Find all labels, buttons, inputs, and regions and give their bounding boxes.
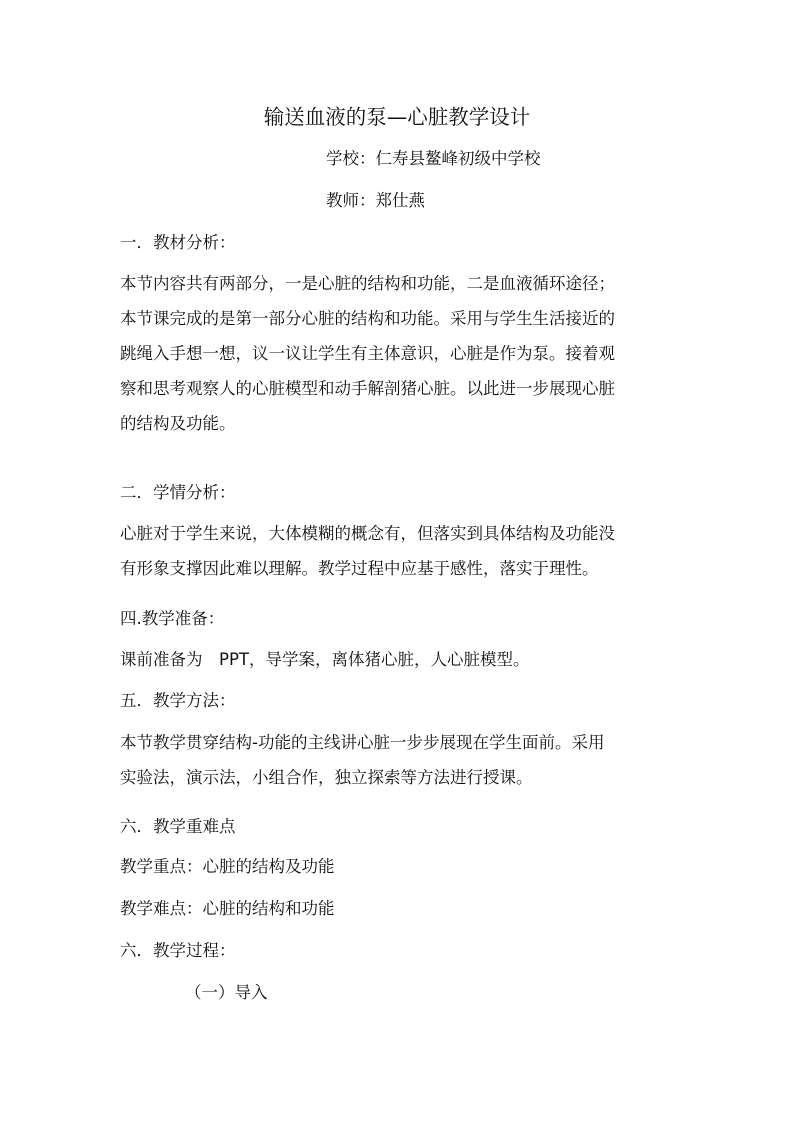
student-analysis-paragraph xyxy=(120,523,680,593)
section-heading-textbook-analysis: 一．教材分析： xyxy=(120,233,236,252)
preparation-line: 课前准备为 PPT，导学案，离体猪心脏，人心脏模型。 xyxy=(120,650,530,669)
section-heading-methods: 五．教学方法： xyxy=(120,691,236,710)
paragraph-line: 实验法，演示法，小组合作，独立探索等方法进行授课。 xyxy=(120,768,533,787)
paragraph-line: 跳绳入手想一想，议一议让学生有主体意识，心脏是作为泵。接着观 xyxy=(120,344,615,363)
methods-paragraph xyxy=(120,732,680,802)
paragraph-line: 本节课完成的是第一部分心脏的结构和功能。采用与学生生活接近的 xyxy=(120,309,615,328)
document-title: 输送血液的泵—心脏教学设计 xyxy=(263,105,531,129)
section-heading-student-analysis: 二．学情分析： xyxy=(120,483,236,502)
textbook-analysis-paragraph xyxy=(120,273,680,448)
teacher-line: 教师：郑仕燕 xyxy=(326,191,425,210)
paragraph-line: 本节内容共有两部分，一是心脏的结构和功能，二是血液循环途径； xyxy=(120,274,615,293)
paragraph-line: 察和思考观察人的心脏模型和动手解剖猪心脏。以此进一步展现心脏 xyxy=(120,379,615,398)
school-line: 学校：仁寿县鳌峰初级中学校 xyxy=(326,149,541,168)
paragraph-line: 有形象支撑因此难以理解。教学过程中应基于感性，落实于理性。 xyxy=(120,559,599,578)
paragraph-line: 心脏对于学生来说，大体模糊的概念有，但落实到具体结构及功能没 xyxy=(120,524,615,543)
section-heading-key-points: 六．教学重难点 xyxy=(120,817,236,836)
paragraph-line: 的结构及功能。 xyxy=(120,414,236,433)
section-heading-process: 六．教学过程： xyxy=(120,941,236,960)
subsection-introduction: （一）导入 xyxy=(185,983,268,1002)
key-point-line: 教学重点：心脏的结构及功能 xyxy=(120,857,335,876)
paragraph-line: 本节教学贯穿结构-功能的主线讲心脏一步步展现在学生面前。采用 xyxy=(120,733,605,752)
section-heading-preparation: 四.教学准备： xyxy=(120,609,225,628)
difficult-point-line: 教学难点：心脏的结构和功能 xyxy=(120,899,335,918)
